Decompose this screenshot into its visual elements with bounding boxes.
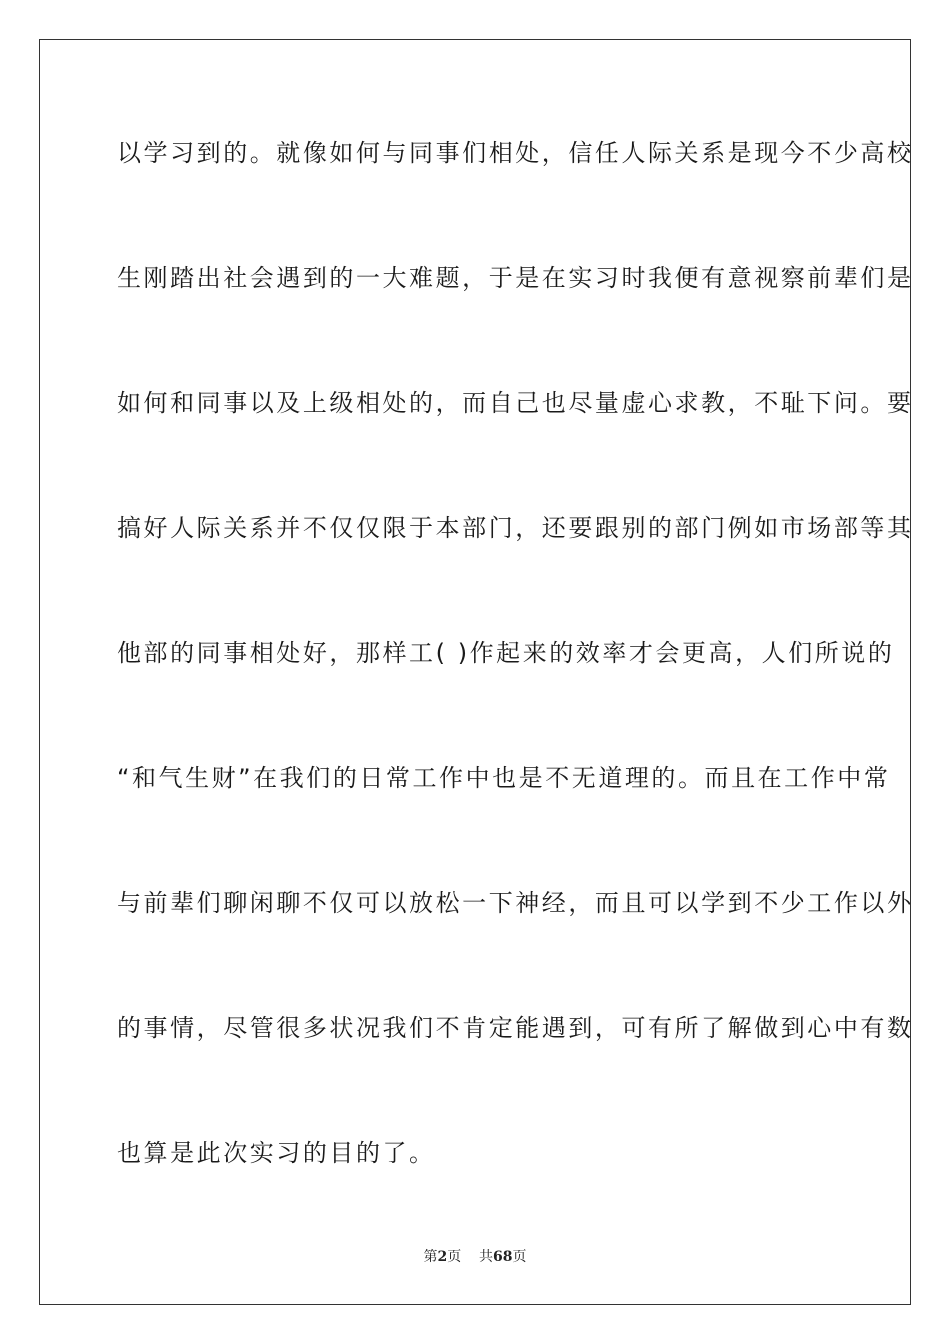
text-line-4: 搞好人际关系并不仅仅限于本部门，还要跟别的部门例如市场部等其 [117,514,914,542]
text-line-2: 生刚踏出社会遇到的一大难题，于是在实习时我便有意视察前辈们是 [117,264,914,292]
text-line-9: 也算是此次实习的目的了。 [117,1139,436,1167]
text-line-7: 与前辈们聊闲聊不仅可以放松一下神经，而且可以学到不少工作以外 [117,889,914,917]
page-prefix: 第 [423,1249,438,1265]
text-line-1: 以学习到的。就像如何与同事们相处，信任人际关系是现今不少高校 [117,139,914,167]
text-line-5: 他部的同事相处好，那样工( )作起来的效率才会更高，人们所说的 [117,639,895,667]
document-body [117,126,914,1180]
text-line-6: “和气生财”在我们的日常工作中也是不无道理的。而且在工作中常 [117,764,891,792]
page-footer [0,1246,950,1266]
total-prefix: 共 [479,1249,494,1265]
text-line-3: 如何和同事以及上级相处的，而自己也尽量虚心求教，不耻下问。要 [117,389,914,417]
text-line-8: 的事情，尽管很多状况我们不肯定能遇到，可有所了解做到心中有数 [117,1014,914,1042]
page-number: 2 [437,1249,448,1265]
page-suffix: 页 [447,1249,462,1265]
total-pages: 68 [493,1249,513,1265]
total-suffix: 页 [512,1249,527,1265]
